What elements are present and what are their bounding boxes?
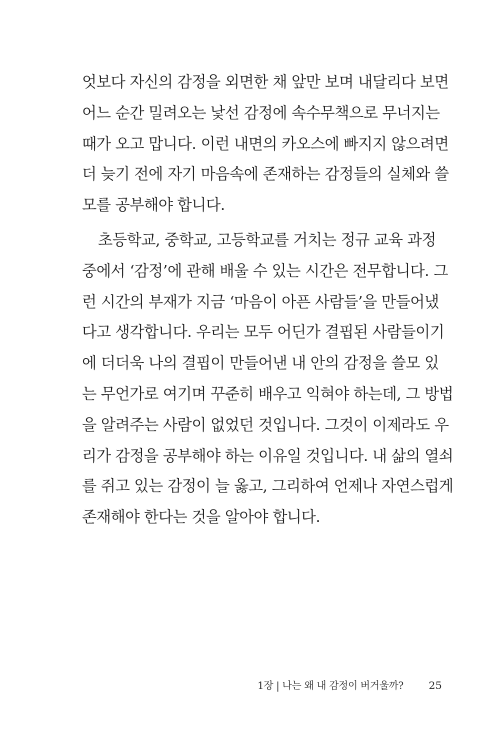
text-line: 을 알려주는 사람이 없었던 것입니다. 그것이 이제라도 우 [82,415,449,434]
text-line: 엇보다 자신의 감정을 외면한 채 앞만 보며 내달리다 보면 [82,73,449,91]
chapter-running-head: 1장 | 나는 왜 내 감정이 버거울까? [257,681,404,692]
body-text [82,67,454,533]
page-footer [258,677,442,692]
text-line: 때가 오고 맙니다. 이런 내면의 카오스에 빠지지 않으려면 [82,134,449,153]
text-line: 다고 생각합니다. 우리는 모두 어딘가 결핍된 사람들이기 [82,323,445,342]
text-line: 에 더더욱 나의 결핍이 만들어낸 내 안의 감정을 쓸모 있 [82,354,439,373]
page-number: 25 [428,680,442,692]
text-line: 더 늦기 전에 자기 마음속에 존재하는 감정들의 실체와 쓸 [82,165,449,184]
paragraph-1 [82,67,449,221]
paragraph-2 [82,225,454,533]
text-line: 어느 순간 밀려오는 낯선 감정에 속수무책으로 무너지는 [82,103,440,122]
text-line: 초등학교, 중학교, 고등학교를 거치는 정규 교육 과정 [98,230,437,249]
text-line: 리가 감정을 공부해야 하는 이유일 것입니다. 내 삶의 열쇠 [82,446,454,465]
text-line: 는 무언가로 여기며 꾸준히 배우고 익혀야 하는데, 그 방법 [82,384,454,403]
text-line: 중에서 ‘감정’에 관해 배울 수 있는 시간은 전무합니다. 그 [82,261,448,280]
text-line: 런 시간의 부재가 지금 ‘마음이 아픈 사람들’을 만들어냈 [82,292,439,311]
text-line: 를 쥐고 있는 감정이 늘 옳고, 그리하여 언제나 자연스럽게 [82,477,454,496]
text-line: 모를 공부해야 합니다. [82,196,225,215]
text-line: 존재해야 한다는 것을 알아야 합니다. [82,508,321,527]
